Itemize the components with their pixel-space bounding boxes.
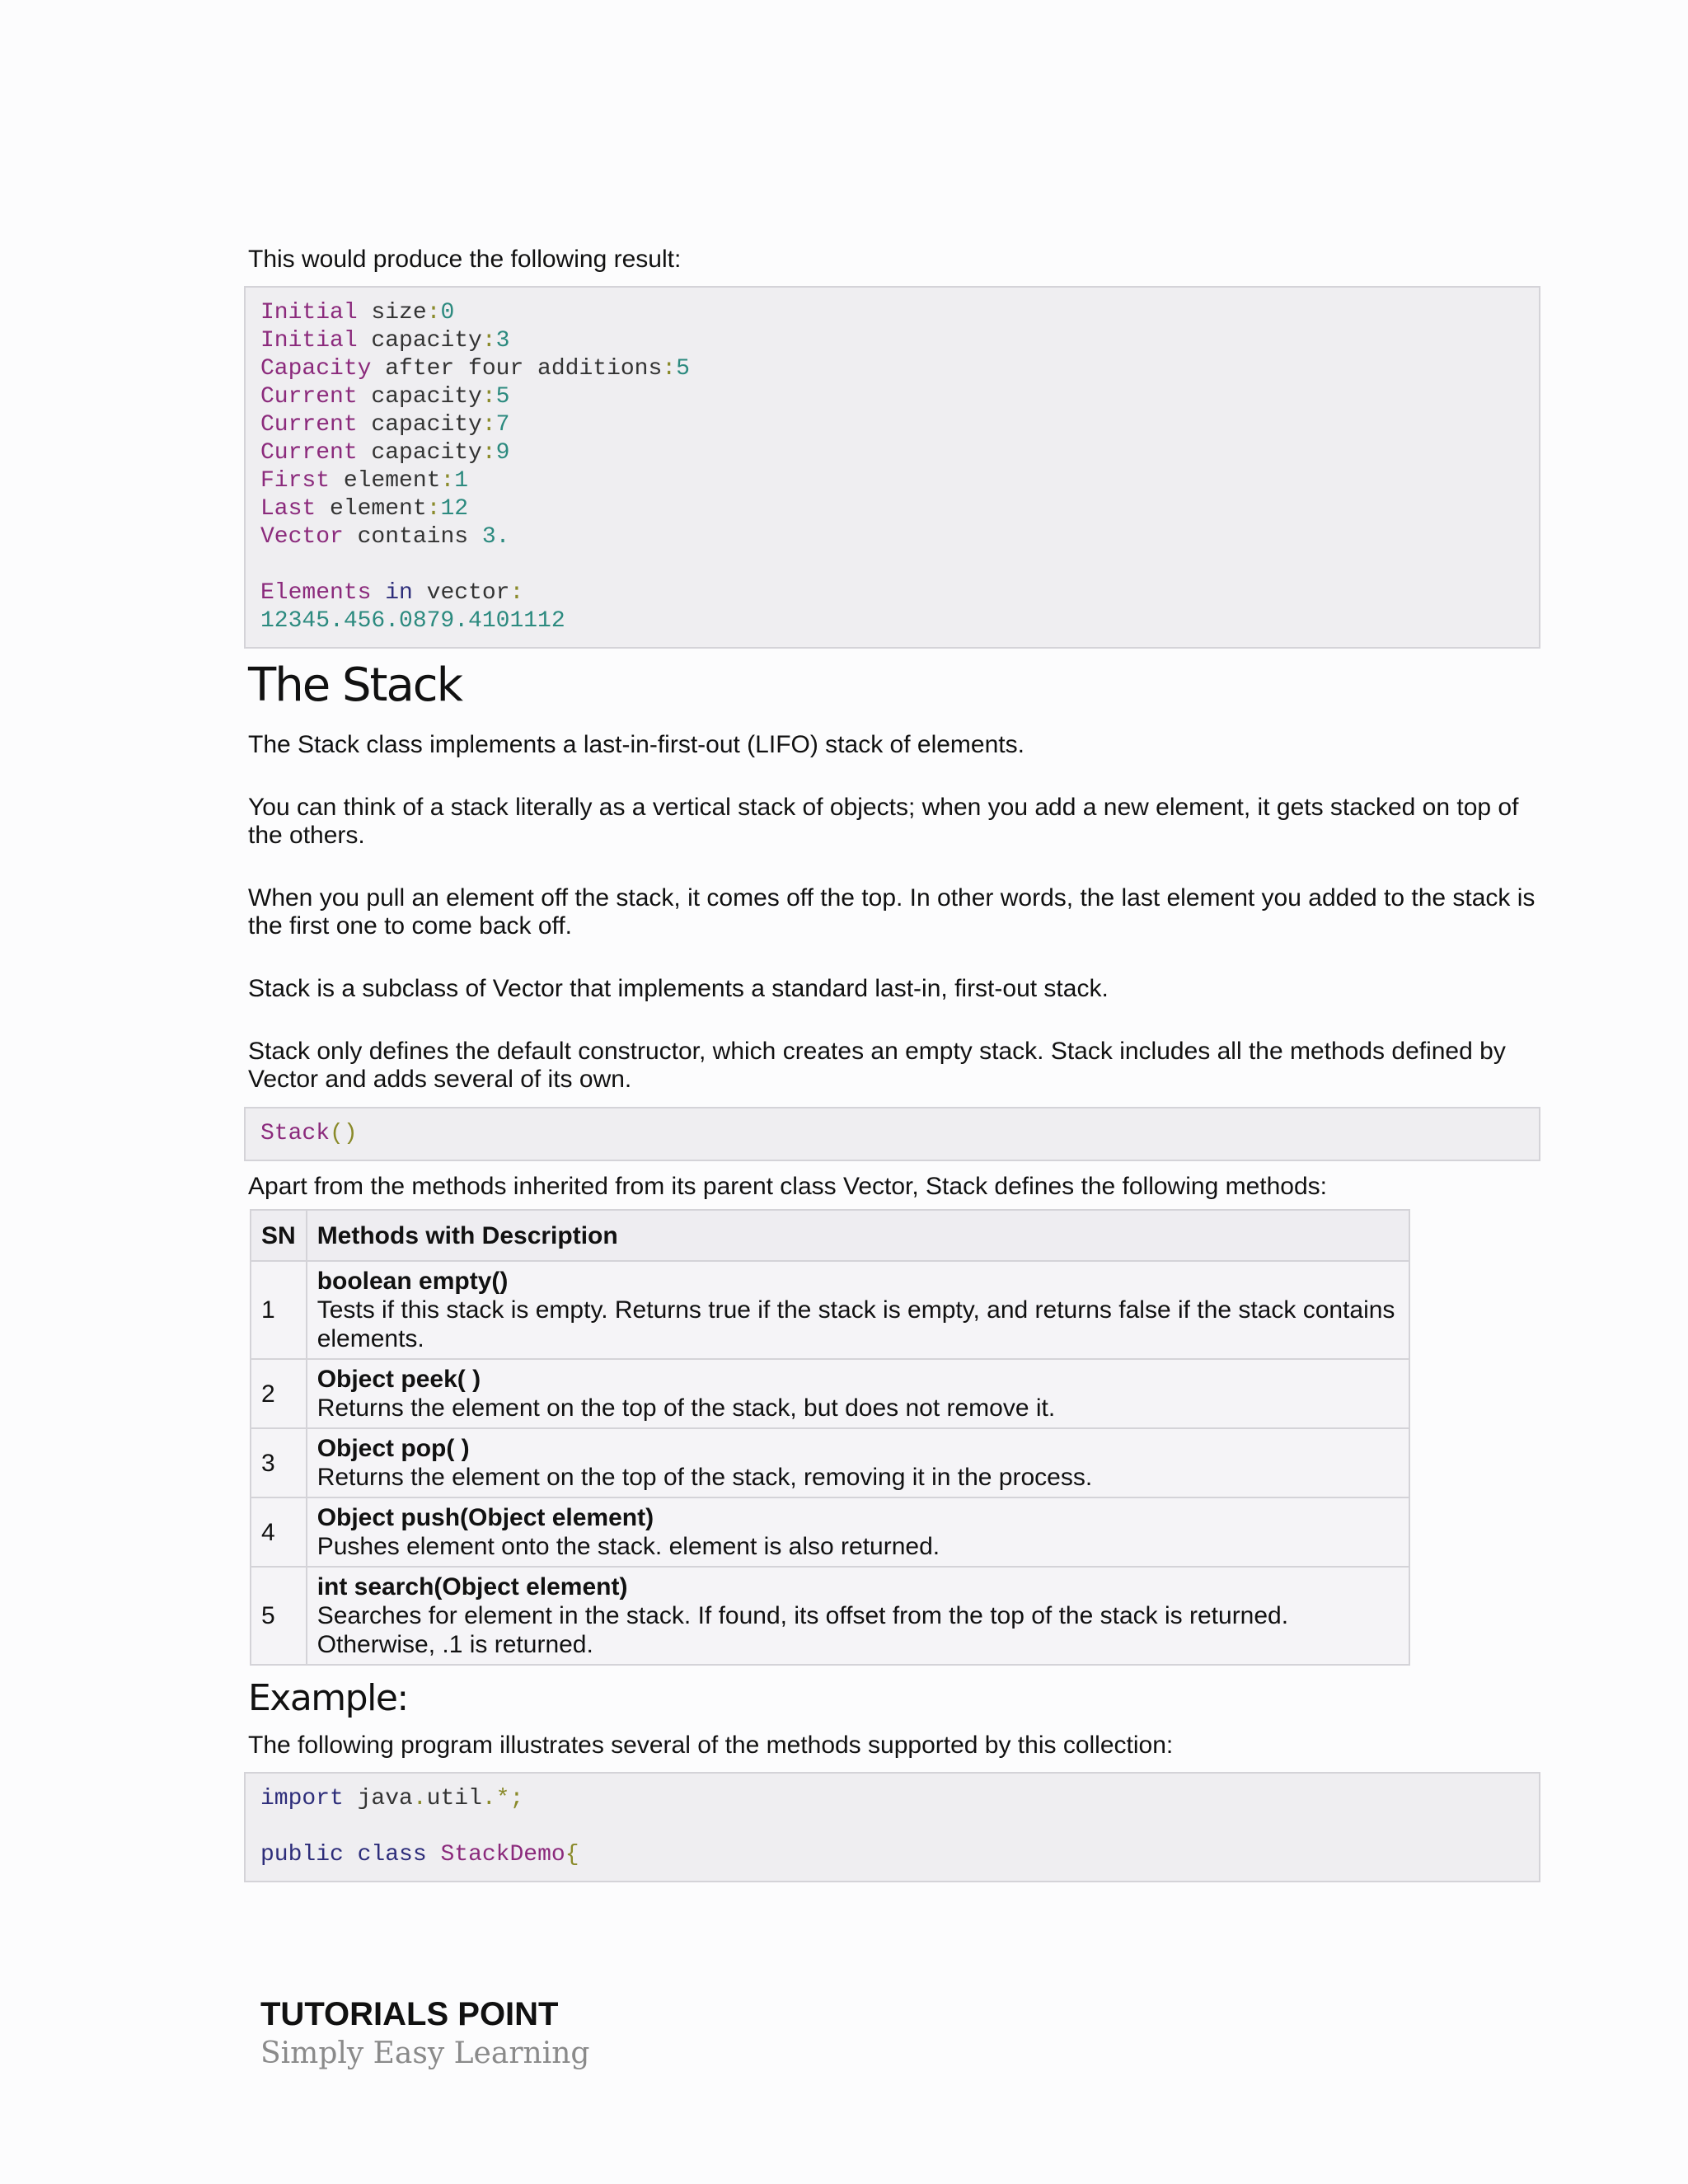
code-token: : [481,328,496,354]
footer [260,1994,589,2074]
code-token: size [357,300,427,326]
code-token: 3. [481,524,510,550]
code-line [260,411,1524,439]
code-token: Current [260,384,358,410]
code-token: capacity [357,384,482,410]
code-token: contains [343,524,482,550]
method-name: Object pop( ) [316,1435,470,1462]
method-description: Returns the element on the top of the stack, but does not remove it. [316,1394,1056,1422]
code-token: () [330,1121,358,1146]
code-token: : [481,384,496,410]
methods-table [250,1209,1410,1666]
row-number: 4 [251,1497,307,1567]
paragraph: You can think of a stack literally as a vertical stack of objects; when you add a new element, it gets stacked on top of the others. [248,794,1519,849]
code-token: 9 [495,440,510,466]
column-header-methods: Methods with Description [307,1210,1409,1261]
code-token: . [412,1786,427,1811]
paragraph: The Stack class implements a last-in-first-out (LIFO) stack of elements. [248,731,1025,758]
code-token: in [371,580,413,606]
code-token: : [481,440,496,466]
code-line [260,1785,1524,1813]
code-token: : [440,468,455,494]
code-token: import [260,1786,344,1811]
code-token: util [426,1786,482,1811]
table-row [251,1428,1409,1497]
footer-brand: TUTORIALS POINT [260,1996,559,2032]
row-number: 3 [251,1428,307,1497]
paragraph: When you pull an element off the stack, it comes off the top. In other words, the last element you added to the stack is the first one to come back off. [248,884,1536,940]
method-name: int search(Object element) [316,1573,628,1601]
example-intro: The following program illustrates several of the methods supported by this collection: [248,1732,1174,1759]
code-token: Current [260,440,358,466]
code-token: .*; [481,1786,524,1811]
code-token: Elements [260,580,372,606]
paragraph: Stack is a subclass of Vector that implements a standard last-in, first-out stack. [248,975,1109,1002]
code-token: Initial [260,328,358,354]
code-token: StackDemo [426,1842,565,1868]
page-content [248,246,1540,1882]
code-token: 3 [495,328,510,354]
code-token: after four additions [371,356,663,382]
code-line [260,439,1524,467]
code-line [260,327,1524,355]
code-token: 12345.456.0879.4101112 [260,608,565,634]
method-description: Searches for element in the stack. If found, its offset from the top of the stack is returned. Otherwise, .1 is returned. [316,1602,1289,1658]
code-line [260,579,1524,607]
code-token: : [509,580,524,606]
code-token: 12 [440,496,469,522]
intro-text: This would produce the following result: [248,246,682,273]
code-token: First [260,468,331,494]
table-row [251,1567,1409,1665]
method-name: Object peek( ) [316,1366,481,1393]
method-cell [307,1567,1409,1665]
code-token: vector [412,580,510,606]
row-number: 2 [251,1359,307,1428]
code-token: Last [260,496,316,522]
table-row [251,1359,1409,1428]
footer-tagline: Simply Easy Learning [260,2036,590,2070]
table-header-row [251,1210,1409,1261]
code-token: 0 [440,300,455,326]
code-line [260,355,1524,383]
code-token: 1 [454,468,469,494]
code-token: 5 [676,356,690,382]
row-number: 5 [251,1567,307,1665]
table-row [251,1261,1409,1359]
code-token: Capacity [260,356,372,382]
column-header-sn: SN [251,1210,307,1261]
method-cell [307,1497,1409,1567]
code-token: element [330,468,441,494]
method-description: Returns the element on the top of the stack, removing it in the process. [316,1464,1093,1491]
code-token: java [343,1786,413,1811]
code-token: : [662,356,677,382]
code-token: 5 [495,384,510,410]
page-title: The Stack [248,658,462,712]
code-token: Stack [260,1121,331,1146]
row-number: 1 [251,1261,307,1359]
code-token: : [426,300,441,326]
code-line [260,383,1524,411]
code-line [260,1120,1524,1148]
paragraph: Stack only defines the default constructor, which creates an empty stack. Stack includes all the methods defined by Vector and adds several of its own. [248,1038,1506,1093]
code-token: element [316,496,427,522]
output-code-block [244,286,1540,649]
code-token: Current [260,412,358,438]
method-cell [307,1359,1409,1428]
method-description: Pushes element onto the stack. element is also returned. [316,1533,940,1560]
methods-intro: Apart from the methods inherited from its parent class Vector, Stack defines the following methods: [248,1173,1327,1200]
code-token: class [343,1842,427,1868]
code-token: : [481,412,496,438]
code-token: : [426,496,441,522]
code-line [260,551,1524,579]
code-token: Initial [260,300,358,326]
code-token: Vector [260,524,344,550]
code-line [260,523,1524,551]
code-line [260,299,1524,327]
code-line [260,495,1524,523]
code-line [260,1841,1524,1869]
method-description: Tests if this stack is empty. Returns true if the stack is empty, and returns false if the stack contains elements. [316,1296,1395,1352]
code-line [260,1813,1524,1841]
code-line [260,607,1524,635]
table-row [251,1497,1409,1567]
code-token: 7 [495,412,510,438]
example-code-block [244,1772,1540,1882]
code-token: capacity [357,412,482,438]
code-line [260,467,1524,495]
method-cell [307,1261,1409,1359]
method-cell [307,1428,1409,1497]
code-token: capacity [357,328,482,354]
code-token: { [565,1842,579,1868]
method-name: Object push(Object element) [316,1504,654,1531]
method-name: boolean empty() [316,1268,509,1295]
constructor-code-block [244,1107,1540,1161]
example-heading: Example: [248,1677,408,1719]
code-token: capacity [357,440,482,466]
code-token: public [260,1842,344,1868]
